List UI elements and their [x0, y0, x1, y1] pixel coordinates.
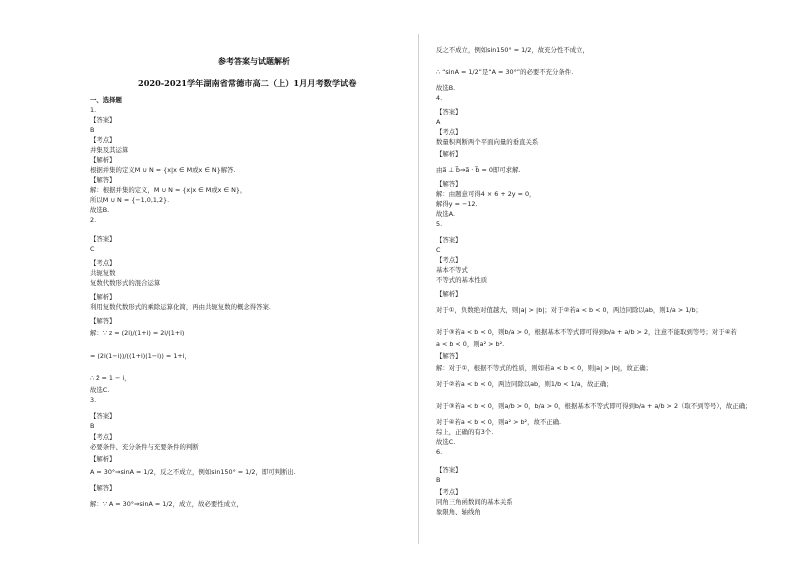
right_column-line: 【答案】	[436, 108, 462, 116]
right_column-line: 对于②若a < b < 0，两边同除以ab，则1/b < 1/a，故正确；	[436, 380, 613, 388]
left_column-line: 【解析】	[90, 156, 116, 164]
left_column-line: 共轭复数	[90, 269, 116, 277]
document-title: 参考答案与试题解析	[218, 56, 290, 66]
right_column-line: 4.	[436, 94, 443, 102]
right_column-line: 6.	[436, 448, 443, 456]
right_column-line: ∴ “sinA = 1/2”是“A = 30°”的必要不充分条件.	[436, 68, 574, 76]
left_column-line: 【解析】	[90, 455, 116, 463]
left_column-line: 【考点】	[90, 433, 116, 441]
left_column-line: 解：根据并集的定义，M ∪ N = {x|x ∈ M或x ∈ N}，	[90, 186, 247, 194]
right_column-line: 解：由题意可得4 × 6 + 2y = 0，	[436, 190, 536, 198]
right_column-line: 由a⃗ ⊥ b⃗⇒a⃗ · b⃗ = 0即可求解.	[436, 166, 521, 174]
right_column-line: 对于①，负数绝对值越大，则|a| > |b|；对于②若a < b < 0，两边同除以ab，则1/a > 1/b；	[436, 306, 702, 314]
left_column-line: 【答案】	[90, 116, 116, 124]
right_column-line: 故选B.	[436, 84, 456, 92]
document-subtitle: 2020-2021学年湖南省常德市高二（上）1月月考数学试卷	[138, 78, 357, 88]
right_column-line: 【考点】	[436, 256, 462, 264]
left_column-line: 【考点】	[90, 259, 116, 267]
right_column-line: 对于③若a < b < 0，则a/b > 0，b/a > 0，根据基本不等式即可得到b/a + a/b > 2（取不到等号），故正确；	[436, 402, 752, 410]
right_column-line: a < b < 0，则a² > b².	[436, 340, 505, 348]
left_column-line: ∴ z̄ = 1 − i，	[90, 374, 131, 382]
left_column-line: 【答案】	[90, 412, 116, 420]
right_column-line: 解：对于①，根据不等式的性质，则如若a < b < 0，则|a| > |b|，故正确；	[436, 364, 652, 372]
right_column-line: 解得y = −12.	[436, 200, 478, 208]
right_column-line: 【解析】	[436, 290, 462, 298]
right_column-line: 综上，正确的有3个.	[436, 428, 494, 436]
right_column-line: 基本不等式	[436, 266, 468, 274]
right_column-line: 反之不成立，例如sin150° = 1/2，故充分性不成立，	[436, 46, 589, 54]
right_column-line: 不等式的基本性质	[436, 276, 488, 284]
left_column-line: C	[90, 245, 95, 253]
right_column-line: 故选C.	[436, 438, 456, 446]
left_column-line: 【解析】	[90, 293, 116, 301]
right_column-line: A	[436, 118, 441, 126]
left_column-line: 复数代数形式的混合运算	[90, 279, 161, 287]
left_column-line: 解：∵ A = 30°⇒sinA = 1/2，成立，故必要性成立，	[90, 500, 243, 508]
left_column-line: B	[90, 126, 95, 134]
right_column-line: 5.	[436, 220, 443, 228]
right_column-line: 【答案】	[436, 236, 462, 244]
right_column-line: 【答案】	[436, 466, 462, 474]
left_column-line: = (2i(1−i))/((1+i)(1−i)) = 1+i，	[90, 352, 191, 360]
right_column-line: 对于④若a < b < 0，则a² > b²，故不正确.	[436, 418, 562, 426]
left_column-line: 利用复数代数形式的乘除运算化简，再由共轭复数的概念得答案.	[90, 303, 271, 311]
left_column-line: 故选C.	[90, 386, 110, 394]
right_column-line: 【解答】	[436, 352, 462, 360]
left_column-line: B	[90, 422, 95, 430]
column-divider	[418, 34, 419, 544]
right_column-line: 象限角、轴线角	[436, 508, 481, 516]
left_column-line: 解：∵ z = (2i)/(1+i) = 2i/(1+i)	[90, 329, 185, 337]
left_column-line: 【解答】	[90, 176, 116, 184]
right_column-line: C	[436, 246, 441, 254]
left_column-line: 【解答】	[90, 484, 116, 492]
left_column-line: 【答案】	[90, 235, 116, 243]
right_column-line: 【解析】	[436, 150, 462, 158]
left_column-line: 故选B.	[90, 206, 110, 214]
left_column-line: 2.	[90, 216, 97, 224]
left_column-line: A = 30°⇒sinA = 1/2，反之不成立，例如sin150° = 1/2，即可判断出.	[90, 468, 296, 476]
left_column-line: 1.	[90, 106, 97, 114]
right_column-line: B	[436, 476, 441, 484]
right_column-line: 同角三角函数间的基本关系	[436, 498, 513, 506]
left_column-line: 3.	[90, 396, 97, 404]
right_column-line: 【考点】	[436, 488, 462, 496]
right_column-line: 数量积判断两个平面向量的垂直关系	[436, 138, 539, 146]
right_column-line: 【解答】	[436, 180, 462, 188]
right_column-line: 故选A.	[436, 210, 456, 218]
right_column-line: 【考点】	[436, 128, 462, 136]
left_column-line: 根据并集的定义M ∪ N = {x|x ∈ M或x ∈ N}解答.	[90, 166, 236, 174]
left_column-line: 并集及其运算	[90, 146, 129, 154]
left_column-line: 一、选择题	[90, 96, 122, 104]
left_column-line: 必要条件、充分条件与充要条件的判断	[90, 443, 199, 451]
left_column-line: 【解答】	[90, 317, 116, 325]
left_column-line: 所以M ∪ N = {−1,0,1,2}.	[90, 196, 170, 204]
left_column-line: 【考点】	[90, 136, 116, 144]
right_column-line: 对于③若a < b < 0，则b/a > 0，根据基本不等式即可得到b/a + a/b > 2，注意不能取到等号；对于④若	[436, 328, 737, 336]
